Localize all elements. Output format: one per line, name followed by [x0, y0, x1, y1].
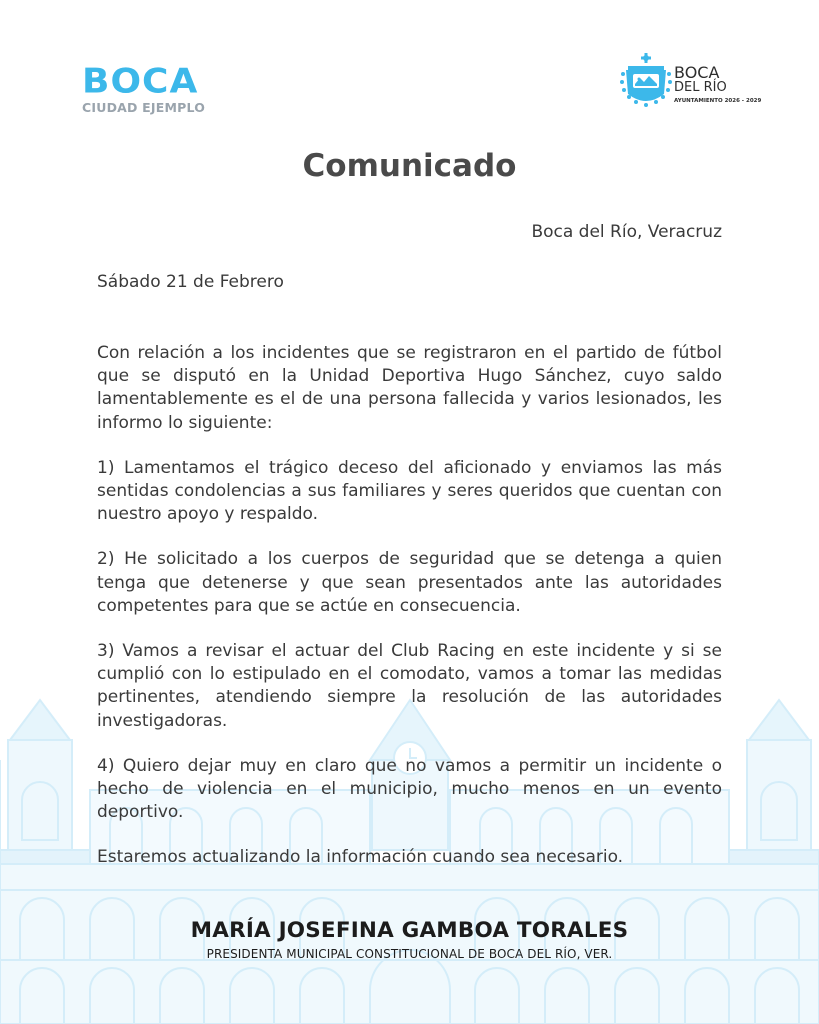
- signatory-role: PRESIDENTA MUNICIPAL CONSTITUCIONAL DE BOCA DEL RÍO, VER.: [206, 947, 613, 961]
- paragraph-point-4: 4) Quiero dejar muy en claro que no vamos a permitir un incidente o hecho de violencia en el municipio, mucho menos en un evento deportivo.: [97, 755, 722, 823]
- ayuntamiento-logo: [620, 52, 762, 112]
- logo-subtitle: CIUDAD EJEMPLO: [82, 100, 206, 115]
- signature-block: [0, 918, 819, 961]
- logo-wordmark: BOCA: [82, 62, 199, 101]
- paragraph-point-2: 2) He solicitado a los cuerpos de seguridad que se detenga a quien tenga que detenerse y que sean presentados ante las autoridades competentes para que se actúe en consecuencia.: [97, 549, 722, 616]
- paragraph-closing: Estaremos actualizando la información cuando sea necesario.: [97, 847, 624, 868]
- paragraph-intro: Con relación a los incidentes que se registraron en el partido de fútbol que se disputó en la Unidad Deportiva Hugo Sánchez, cuyo saldo lamentablemente es el de una persona fallecida y varios lesionados, les informo lo siguiente:: [97, 343, 722, 433]
- page-title: Comunicado: [302, 148, 517, 184]
- logo-line-2: DEL RÍO: [674, 80, 727, 95]
- paragraph-point-3: 3) Vamos a revisar el actuar del Club Racing en este incidente y si se cumplió con lo estipulado en el comodato, vamos a tomar las medidas pertinentes, atendiendo siempre la resolución de las autoridades investigadoras.: [97, 641, 722, 731]
- document-place: Boca del Río, Veracruz: [531, 222, 722, 242]
- document-date: Sábado 21 de Febrero: [97, 272, 284, 292]
- logo-line-3: AYUNTAMIENTO 2026 - 2029: [674, 98, 762, 104]
- municipal-seal-icon: [620, 52, 672, 108]
- document-body: [97, 342, 722, 892]
- boca-ciudad-logo: [82, 64, 205, 115]
- logo-line-1: BOCA: [674, 63, 720, 82]
- paragraph-point-1: 1) Lamentamos el trágico deceso del aficionado y enviamos las más sentidas condolencias a sus familiares y seres queridos que cuentan con nuestro apoyo y respaldo.: [97, 457, 722, 525]
- signatory-name: MARÍA JOSEFINA GAMBOA TORALES: [190, 918, 629, 943]
